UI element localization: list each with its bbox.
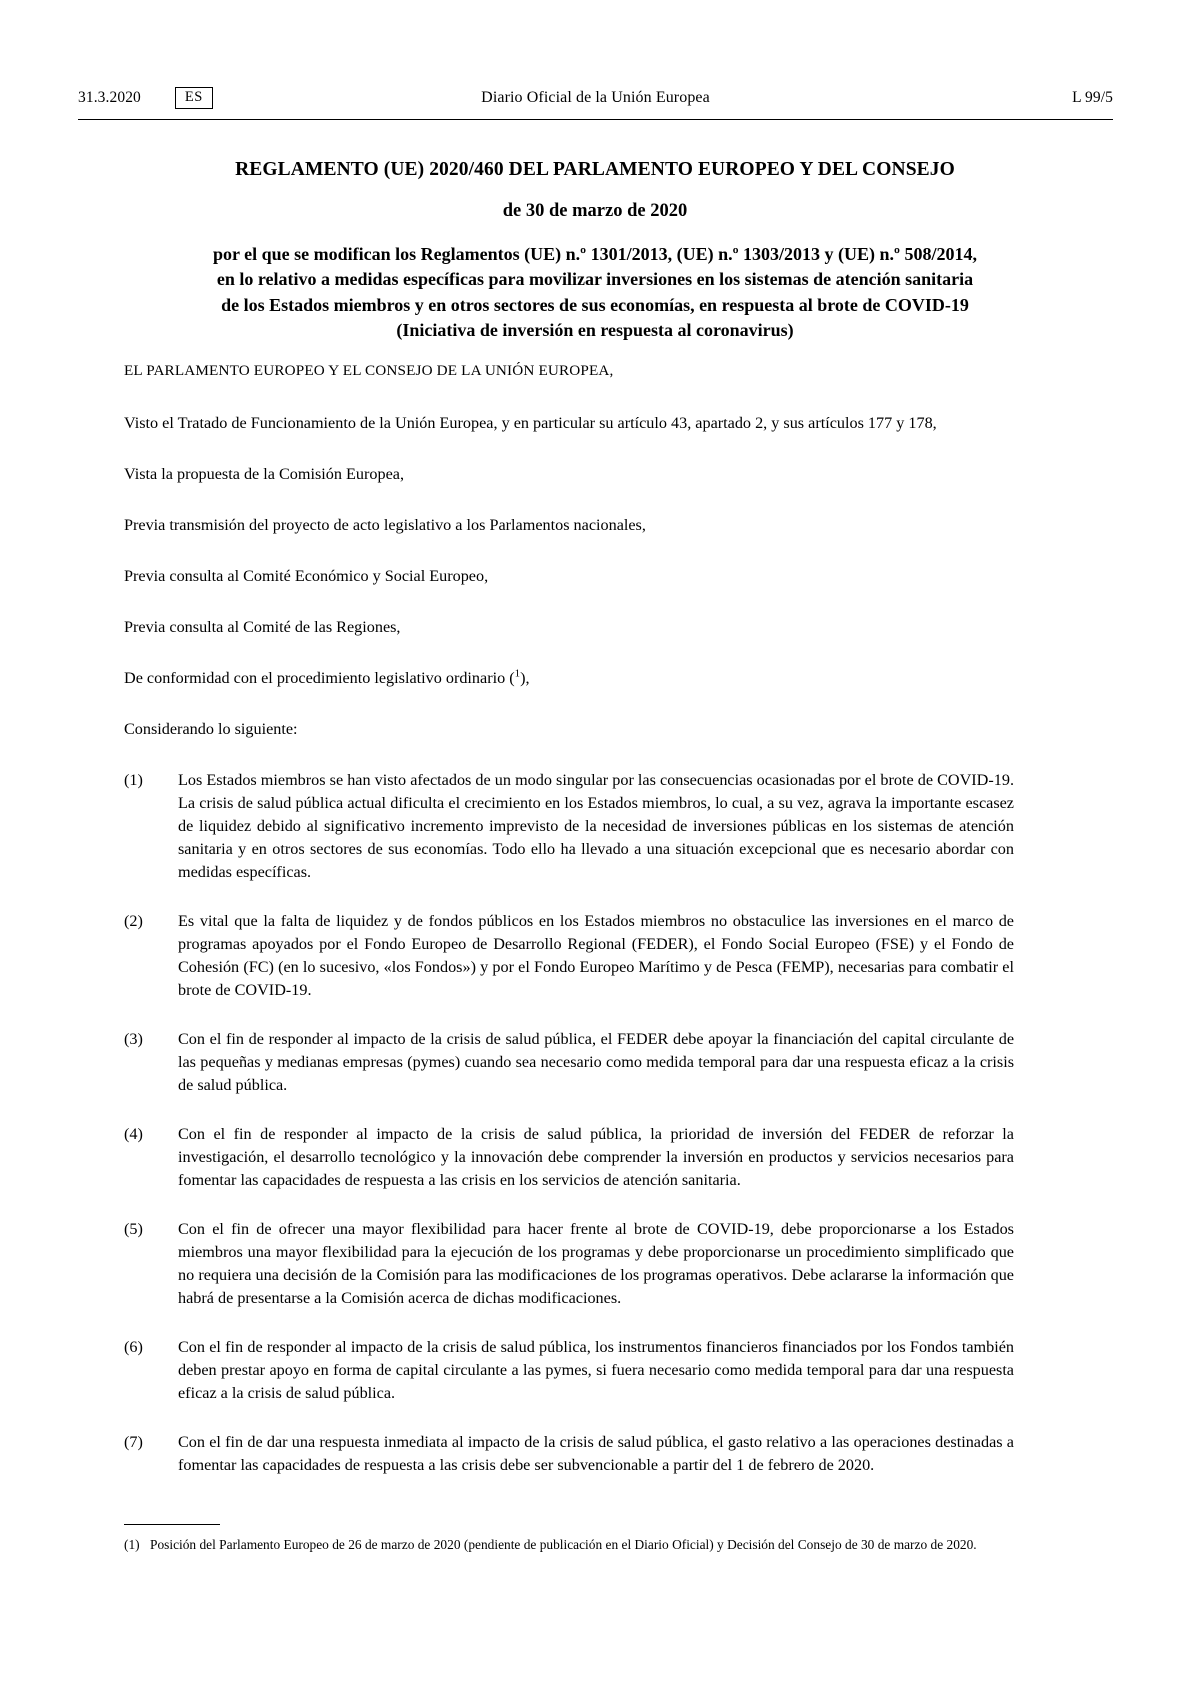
regulation-date: de 30 de marzo de 2020	[502, 201, 688, 222]
footnote-area	[124, 1524, 1014, 1555]
footnote-text: Posición del Parlamento Europeo de 26 de marzo de 2020 (pendiente de publicación en el Diario Oficial) y Decisión del Consejo de 30 de marzo de 2020.	[150, 1537, 977, 1552]
subtitle-line-4: (Iniciativa de inversión en respuesta al coronavirus)	[396, 320, 794, 341]
subtitle-line-3: de los Estados miembros y en otros sectores de sus economías, en respuesta al brote de COVID-19	[221, 294, 969, 315]
recital-item	[124, 1123, 1014, 1192]
recital-text: Con el fin de ofrecer una mayor flexibilidad para hacer frente al brote de COVID-19, debe proporcionarse a los Estados miembros una mayor flexibilidad para la ejecución de los programas y debe proporcionarse un procedimiento simplificado que no requiera una decisión de la Comisión para las modificaciones de los programas operativos. Debe aclararse la información que habrá de presentarse a la Comisión acerca de dichas modificaciones.	[178, 1219, 1014, 1307]
page-reference: L 99/5	[1072, 89, 1113, 106]
regulation-subtitle	[140, 242, 1050, 344]
recital-text: Con el fin de responder al impacto de la crisis de salud pública, la prioridad de inversión del FEDER de reforzar la investigación, el desarrollo tecnológico y la innovación debe comprender la inversión en productos y servicios necesarios para fomentar las capacidades de respuesta a las crisis en los servicios de atención sanitaria.	[178, 1124, 1014, 1189]
footnote-marker: (1)	[124, 1537, 140, 1552]
subtitle-line-2: en lo relativo a medidas específicas para movilizar inversiones en los sistemas de atención sanitaria	[216, 269, 974, 290]
citation-ordinary-procedure	[124, 667, 1014, 690]
recital-text: Es vital que la falta de liquidez y de fondos públicos en los Estados miembros no obstaculice las inversiones en el marco de programas apoyados por el Fondo Europeo de Desarrollo Regional (FEDER), el Fondo Social Europeo (FSE) y el Fondo de Cohesión (FC) (en lo sucesivo, «los Fondos») y por el Fondo Europeo Marítimo y de Pesca (FEMP), necesarias para combatir el brote de COVID-19.	[178, 911, 1014, 999]
recital-text: Con el fin de responder al impacto de la crisis de salud pública, el FEDER debe apoyar la financiación del capital circulante de las pequeñas y medianas empresas (pymes) cuando sea necesario como medida temporal para dar una respuesta eficaz a la crisis de salud pública.	[178, 1029, 1014, 1094]
masthead-divider	[78, 119, 1113, 120]
recital-number: (5)	[124, 1219, 143, 1238]
publication-title: Diario Oficial de la Unión Europea	[481, 89, 710, 106]
recital-number: (3)	[124, 1029, 143, 1048]
recital-item	[124, 1336, 1014, 1405]
language-code-badge: ES	[175, 87, 213, 108]
citation-national-parliaments: Previa transmisión del proyecto de acto legislativo a los Parlamentos nacionales,	[124, 515, 646, 534]
procedure-text-before: De conformidad con el procedimiento legislativo ordinario (	[124, 668, 515, 687]
recital-text: Con el fin de dar una respuesta inmediata al impacto de la crisis de salud pública, el gasto relativo a las operaciones destinadas a fomentar las capacidades de respuesta a las crisis debe ser subvencionable a partir del 1 de febrero de 2020.	[178, 1432, 1014, 1474]
citation-commission-proposal: Vista la propuesta de la Comisión Europea,	[124, 464, 404, 483]
recital-number: (4)	[124, 1124, 143, 1143]
recital-item	[124, 1218, 1014, 1310]
citation-economic-social-committee: Previa consulta al Comité Económico y Social Europeo,	[124, 566, 489, 585]
citation-treaty: Visto el Tratado de Funcionamiento de la Unión Europea, y en particular su artículo 43, apartado 2, y sus artículos 177 y 178,	[124, 413, 937, 432]
recital-item	[124, 910, 1014, 1002]
masthead-left-group	[78, 87, 278, 108]
subtitle-line-1: por el que se modifican los Reglamentos (UE) n.º 1301/2013, (UE) n.º 1303/2013 y (UE) n.º 508/2014,	[213, 243, 977, 264]
masthead-row	[78, 84, 1113, 112]
publication-date: 31.3.2020	[78, 88, 141, 106]
document-title-block	[140, 158, 1050, 344]
procedure-text-after: ),	[520, 668, 530, 687]
institution-line: EL PARLAMENTO EUROPEO Y EL CONSEJO DE LA UNIÓN EUROPEA,	[124, 362, 614, 379]
whereas-line: Considerando lo siguiente:	[124, 719, 298, 738]
document-body	[124, 360, 1014, 1503]
citation-committee-regions: Previa consulta al Comité de las Regiones,	[124, 617, 401, 636]
footnote-divider	[124, 1524, 220, 1525]
recitals-list	[124, 769, 1014, 1477]
recital-number: (2)	[124, 911, 143, 930]
footnote-item	[124, 1536, 1014, 1555]
recital-item	[124, 1431, 1014, 1477]
recital-number: (7)	[124, 1432, 143, 1451]
footnote-reference-1[interactable]: 1	[514, 667, 521, 680]
recital-text: Con el fin de responder al impacto de la crisis de salud pública, los instrumentos financieros financiados por los Fondos también deben prestar apoyo en forma de capital circulante a las pymes, si fuera necesario como medida temporal para dar una respuesta eficaz a la crisis de salud pública.	[178, 1337, 1014, 1402]
page-masthead	[78, 84, 1113, 124]
regulation-title: REGLAMENTO (UE) 2020/460 DEL PARLAMENTO EUROPEO Y DEL CONSEJO	[235, 159, 955, 180]
recital-item	[124, 769, 1014, 884]
recital-text: Los Estados miembros se han visto afectados de un modo singular por las consecuencias ocasionadas por el brote de COVID-19. La crisis de salud pública actual dificulta el crecimiento en los Estados miembros, lo cual, a su vez, agrava la importante escasez de liquidez debido al significativo incremento imprevisto de la necesidad de inversiones públicas en los sistemas de atención sanitaria y en otros sectores de sus economías. Todo ello ha llevado a una situación excepcional que es necesario abordar con medidas específicas.	[178, 770, 1014, 881]
recital-number: (6)	[124, 1337, 143, 1356]
recital-number: (1)	[124, 770, 143, 789]
recital-item	[124, 1028, 1014, 1097]
